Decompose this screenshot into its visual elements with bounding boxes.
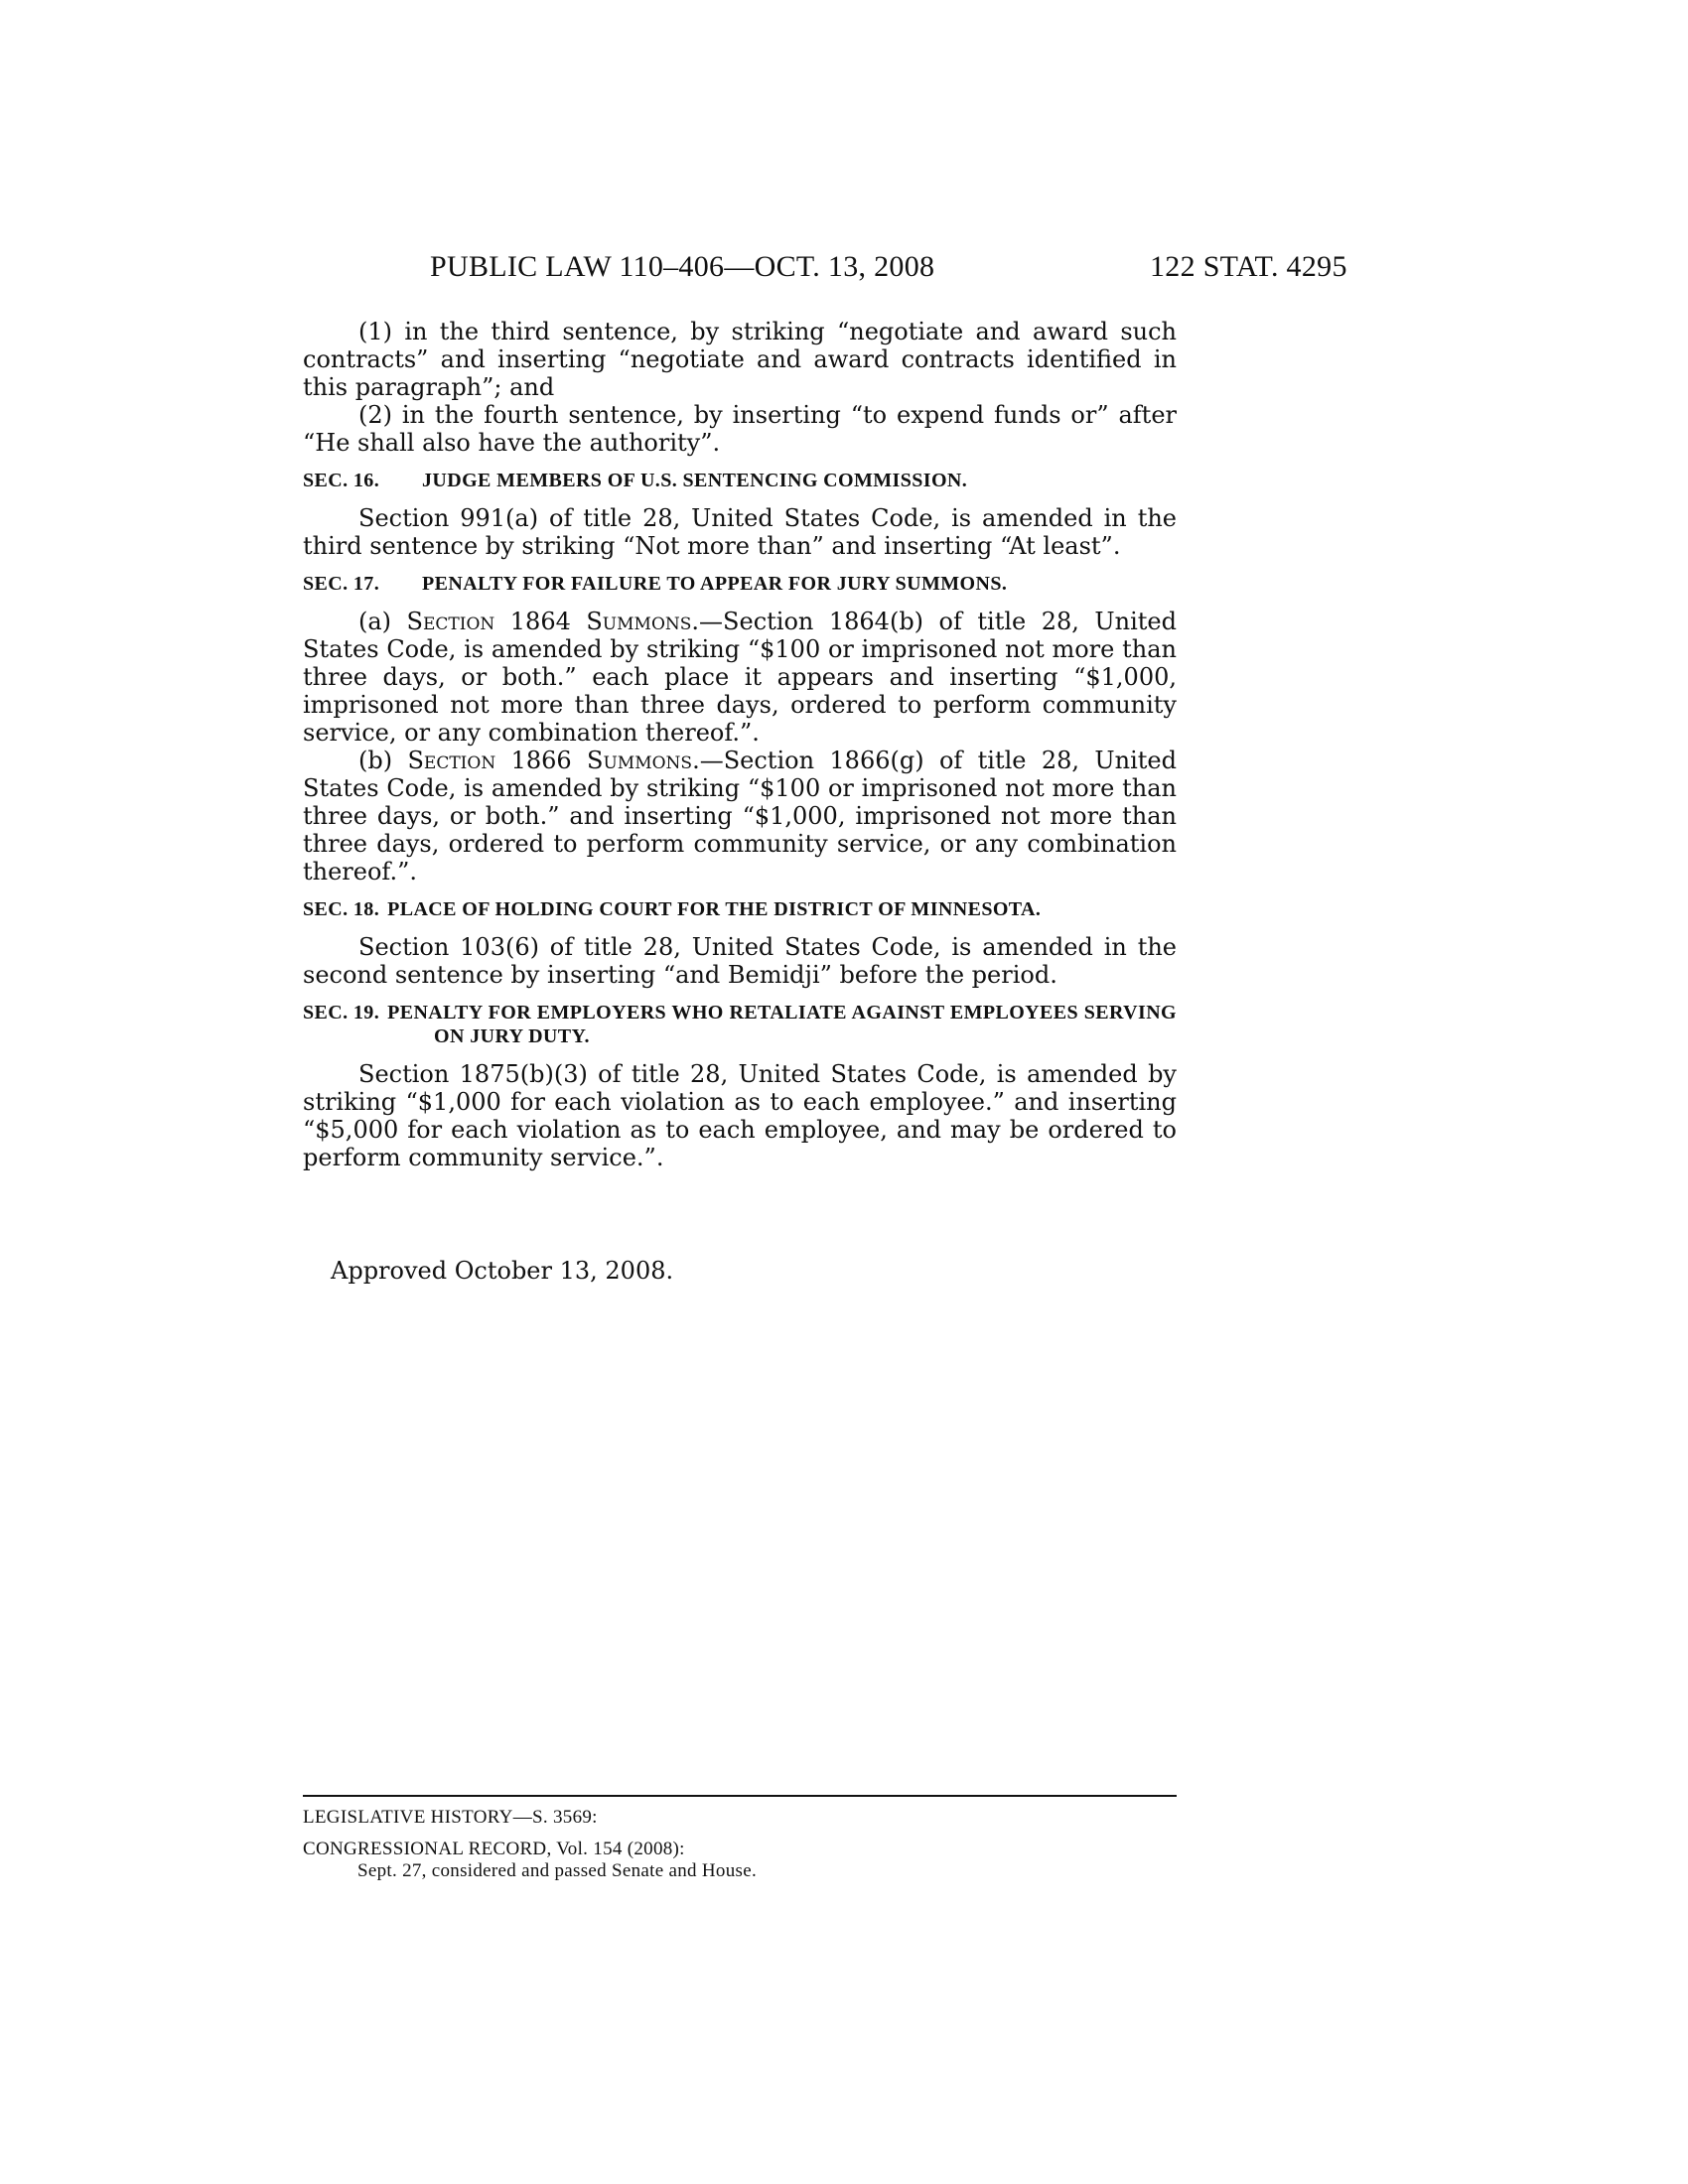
footnote-divider xyxy=(303,1795,1177,1797)
section-19-heading xyxy=(303,1001,1177,1048)
section-19-text: Section 1875(b)(3) of title 28, United States Code, is amended by striking “$1,000 for each violation as to each employee.” and inserting “$5,000 for each violation as to each employee, and may be ordered to perform community service.”. xyxy=(303,1060,1177,1171)
section-17-subsection-a xyxy=(303,608,1177,747)
congressional-record-volume: Vol. 154 (2008): xyxy=(556,1839,685,1859)
subsection-a-heading: Section 1864 Summons xyxy=(406,608,692,635)
subsection-b-heading: Section 1866 Summons xyxy=(407,747,693,774)
statute-page-reference: 122 STAT. 4295 xyxy=(1150,250,1347,283)
subsection-b-text: .—Section 1866(g) of title 28, United States Code, is amended by striking “$100 or imprisoned not more than three days, or both.” and inserting “$1,000, imprisoned not more than three days, ordered to perform community service, or any combination thereof.”. xyxy=(303,747,1177,886)
section-17-number: SEC. 17. xyxy=(303,573,380,595)
section-16-text: Section 991(a) of title 28, United States Code, is amended in the third sentence by striking “Not more than” and inserting “At least”. xyxy=(303,504,1177,560)
running-head: PUBLIC LAW 110–406—OCT. 13, 2008 xyxy=(430,250,935,283)
body-column xyxy=(303,318,1177,1171)
approval-date: Approved October 13, 2008. xyxy=(331,1257,674,1285)
section-18-heading xyxy=(303,897,1177,921)
subsection-a-text: .—Section 1864(b) of title 28, United States Code, is amended by striking “$100 or imprisoned not more than three days, or both.” each place it appears and inserting “$1,000, imprisoned not more than three days, ordered to perform community service, or any combination thereof.”. xyxy=(303,608,1177,747)
section-16-number: SEC. 16. xyxy=(303,470,380,491)
section-18-number: SEC. 18. xyxy=(303,898,380,920)
section-17-subsection-b xyxy=(303,747,1177,886)
legislative-history: LEGISLATIVE HISTORY—S. 3569: xyxy=(303,1807,598,1828)
paragraph-amendment-1: (1) in the third sentence, by striking “negotiate and award such contracts” and inserting “negotiate and award contracts identified in this paragraph”; and xyxy=(303,318,1177,401)
section-16-heading xyxy=(303,469,1177,492)
paragraph-amendment-2: (2) in the fourth sentence, by inserting “to expend funds or” after “He shall also have the authority”. xyxy=(303,401,1177,457)
congressional-record-title: CONGRESSIONAL RECORD, xyxy=(303,1839,557,1859)
legislative-action: Sept. 27, considered and passed Senate and House. xyxy=(357,1860,757,1881)
section-16-title: JUDGE MEMBERS OF U.S. SENTENCING COMMISSION. xyxy=(422,470,968,491)
section-18-title: PLACE OF HOLDING COURT FOR THE DISTRICT OF MINNESOTA. xyxy=(387,898,1042,920)
section-18-text: Section 103(6) of title 28, United States Code, is amended in the second sentence by inserting “and Bemidji” before the period. xyxy=(303,933,1177,989)
section-17-title: PENALTY FOR FAILURE TO APPEAR FOR JURY SUMMONS. xyxy=(422,573,1008,595)
subsection-a-label: (a) xyxy=(358,608,407,635)
section-19-title: PENALTY FOR EMPLOYERS WHO RETALIATE AGAINST EMPLOYEES SERVING ON JURY DUTY. xyxy=(387,1002,1177,1047)
congressional-record xyxy=(303,1839,1177,1860)
section-17-heading xyxy=(303,572,1177,596)
subsection-b-label: (b) xyxy=(358,747,408,774)
section-19-number: SEC. 19. xyxy=(303,1002,380,1024)
